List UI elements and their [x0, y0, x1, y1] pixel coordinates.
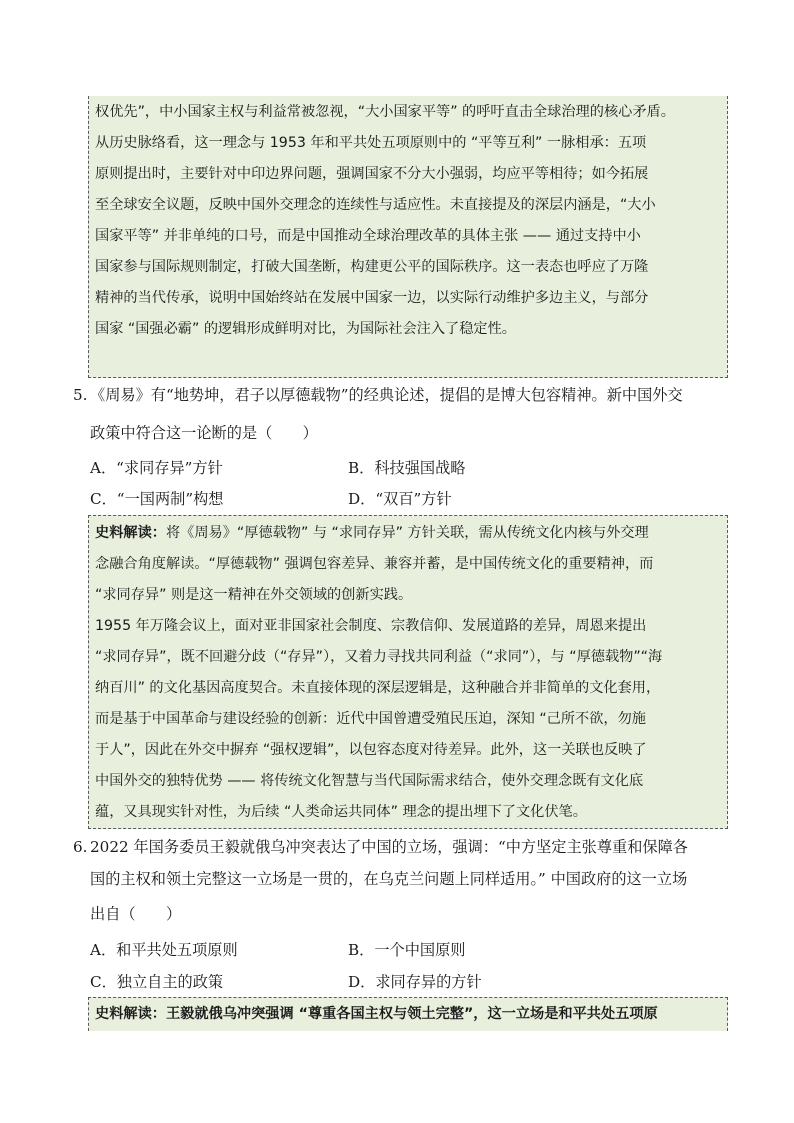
question-text: 《周易》有“地势坤，君子以厚德载物”的经典论述，提倡的是博大包容精神。新中国外交: [90, 386, 683, 404]
option-b[interactable]: B．科技强国战略: [348, 459, 466, 477]
analysis-line: 而是基于中国革命与建设经验的创新：近代中国曾遭受殖民压迫，深知 “己所不欲，勿施: [95, 711, 646, 727]
analysis-box-3: [88, 997, 728, 1031]
question-number: 6.: [73, 838, 88, 856]
analysis-label: 史料解读：: [95, 525, 166, 541]
option-c[interactable]: C．“一国两制”构想: [90, 490, 224, 508]
analysis-line: 至全球安全议题，反映中国外交理念的连续性与适应性。未直接提及的深层内涵是，“大小: [95, 197, 656, 213]
question-text: 2022 年国务委员王毅就俄乌冲突表达了中国的立场，强调：“中方坚定主张尊重和保障各: [90, 838, 688, 856]
analysis-line: 于人”，因此在外交中摒弃 “强权逻辑”，以包容态度对待差异。此外，这一关联也反映了: [95, 742, 647, 758]
analysis-line: “求同存异”，既不回避分歧（“存异”），又着力寻找共同利益（“求同”），与 “厚德载物”“海: [95, 649, 663, 665]
analysis-label: 史料解读：: [95, 1006, 166, 1022]
option-c[interactable]: C．独立自主的政策: [90, 973, 224, 991]
analysis-box-2: [88, 515, 728, 829]
analysis-line: “求同存异” 则是这一精神在外交领域的创新实践。: [95, 587, 413, 603]
analysis-box-1: [88, 96, 728, 378]
analysis-line: 权优先”，中小国家主权与利益常被忽视，“大小国家平等” 的呼吁直击全球治理的核心矛盾。: [95, 104, 675, 120]
option-d[interactable]: D．求同存异的方针: [348, 973, 482, 991]
question-6-stem-cont: 出自（ ）: [90, 905, 182, 923]
analysis-line: 国家 “国强必霸” 的逻辑形成鲜明对比，为国际社会注入了稳定性。: [95, 321, 516, 337]
option-a[interactable]: A．和平共处五项原则: [90, 941, 238, 959]
question-6-stem: [73, 836, 688, 857]
analysis-line: 精神的当代传承，说明中国始终站在发展中国家一边，以实际行动维护多边主义，与部分: [95, 290, 649, 306]
analysis-line: 中国外交的独特优势 —— 将传统文化智慧与当代国际需求结合，使外交理念既有文化底: [95, 773, 644, 789]
analysis-line: 国家平等” 并非单纯的口号，而是中国推动全球治理改革的具体主张 —— 通过支持中小: [95, 228, 641, 244]
analysis-line: 念融合角度解读。“厚德载物” 强调包容差异、兼容并蓄，是中国传统文化的重要精神，而: [95, 556, 654, 572]
question-5-stem-cont: 政策中符合这一论断的是（ ）: [90, 424, 318, 442]
option-a[interactable]: A．“求同存异”方针: [90, 459, 223, 477]
analysis-line: 史料解读：将《周易》“厚德载物” 与 “求同存异” 方针关联，需从传统文化内核与外交理: [95, 525, 649, 541]
question-5-stem: [73, 384, 683, 405]
analysis-line: 蕴，又具现实针对性，为后续 “人类命运共同体” 理念的提出埋下了文化伏笔。: [95, 804, 587, 820]
option-b[interactable]: B．一个中国原则: [348, 941, 466, 959]
question-number: 5.: [73, 386, 88, 404]
analysis-line: 纳百川” 的文化基因高度契合。未直接体现的深层逻辑是，这种融合并非简单的文化套用，: [95, 680, 661, 696]
analysis-line: 从历史脉络看，这一理念与 1953 年和平共处五项原则中的 “平等互利” 一脉相承：五项: [95, 135, 647, 151]
analysis-line: 1955 年万隆会议上，面对亚非国家社会制度、宗教信仰、发展道路的差异，周恩来提出: [95, 618, 647, 634]
option-d[interactable]: D．“双百”方针: [348, 490, 452, 508]
analysis-line: 国家参与国际规则制定，打破大国垄断，构建更公平的国际秩序。这一表态也呼应了万隆: [95, 259, 649, 275]
analysis-line: 原则提出时，主要针对中印边界问题，强调国家不分大小强弱，均应平等相待；如今拓展: [95, 166, 649, 182]
question-6-stem-cont: 国的主权和领土完整这一立场是一贯的，在乌克兰问题上同样适用。” 中国政府的这一立场: [90, 870, 688, 888]
analysis-line: 史料解读：王毅就俄乌冲突强调 “尊重各国主权与领土完整”，这一立场是和平共处五项原: [95, 1006, 658, 1022]
